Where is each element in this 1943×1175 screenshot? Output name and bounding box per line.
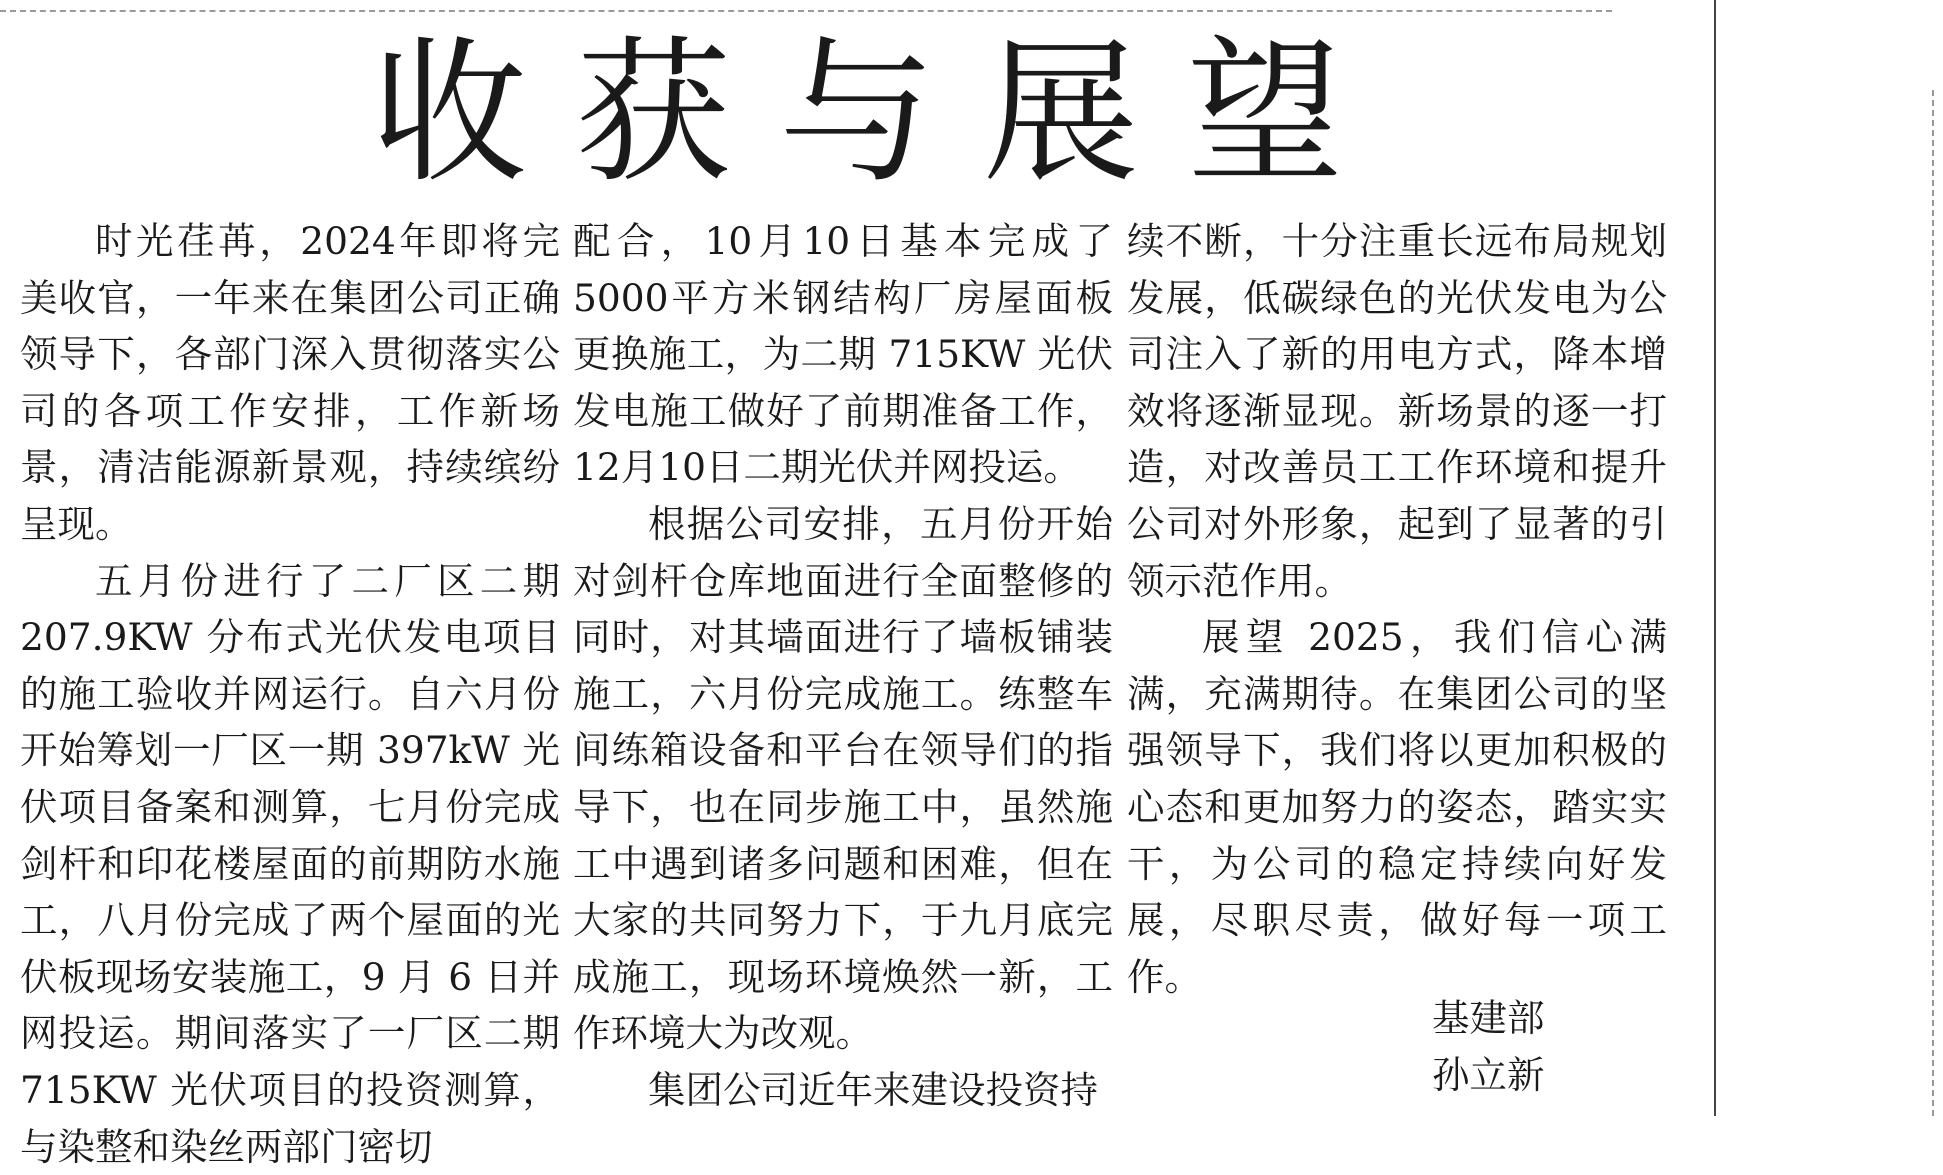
article-column-1 [20,213,560,1175]
right-column-rule [1714,0,1716,1116]
paragraph: 集团公司近年来建设投资持 [648,1067,1098,1112]
article-title: 收获与展望 [371,22,1391,204]
right-dashed-rule [1932,90,1934,1116]
paragraph-continued: 续不断，十分注重长远布局规划发展，低碳绿色的光伏发电为公司注入了新的用电方式，降本增效将逐渐显现。新场景的逐一打造，对改善员工工作环境和提升公司对外形象，起到了显著的引领示范作用。 [1127,219,1667,603]
article-column-2 [573,213,1113,1119]
signature-department: 基建部 [1432,996,1545,1040]
paragraph: 展望 2025，我们信心满满，充满期待。在集团公司的坚强领导下，我们将以更加积极的心态和更加努力的姿态，踏实实干，为公司的稳定持续向好发展，尽职尽责，做好每一项工作。 [1127,615,1667,999]
paragraph: 五月份进行了二厂区二期207.9KW 分布式光伏发电项目的施工验收并网运行。自六月份开始筹划一厂区一期 397kW 光伏项目备案和测算，七月份完成剑杆和印花楼屋面的前期防水施工，八月份完成了两个屋面的光伏板现场安装施工，9 月 6 日并网投运。期间落实了一厂区二期 715KW 光伏项目的投资测算，与染整和染丝两部门密切 [20,558,560,1169]
signature-author: 孙立新 [1432,1052,1545,1097]
paragraph: 根据公司安排，五月份开始对剑杆仓库地面进行全面整修的同时，对其墙面进行了墙板铺装施工，六月份完成施工。练整车间练箱设备和平台在领导们的指导下，也在同步施工中，虽然施工中遇到诸多问题和困难，但在大家的共同努力下，于九月底完成施工，现场环境焕然一新，工作环境大为改观。 [573,501,1113,1056]
paragraph: 时光荏苒，2024年即将完美收官，一年来在集团公司正确领导下，各部门深入贯彻落实公司的各项工作安排，工作新场景，清洁能源新景观，持续缤纷呈现。 [20,219,560,546]
article-column-3 [1127,213,1667,1005]
signature-block [1432,990,1545,1103]
top-dashed-rule [0,10,1612,12]
paragraph-continued: 配合，10月10日基本完成了5000平方米钢结构厂房屋面板更换施工，为二期 715KW 光伏发电施工做好了前期准备工作，12月10日二期光伏并网投运。 [573,219,1113,490]
